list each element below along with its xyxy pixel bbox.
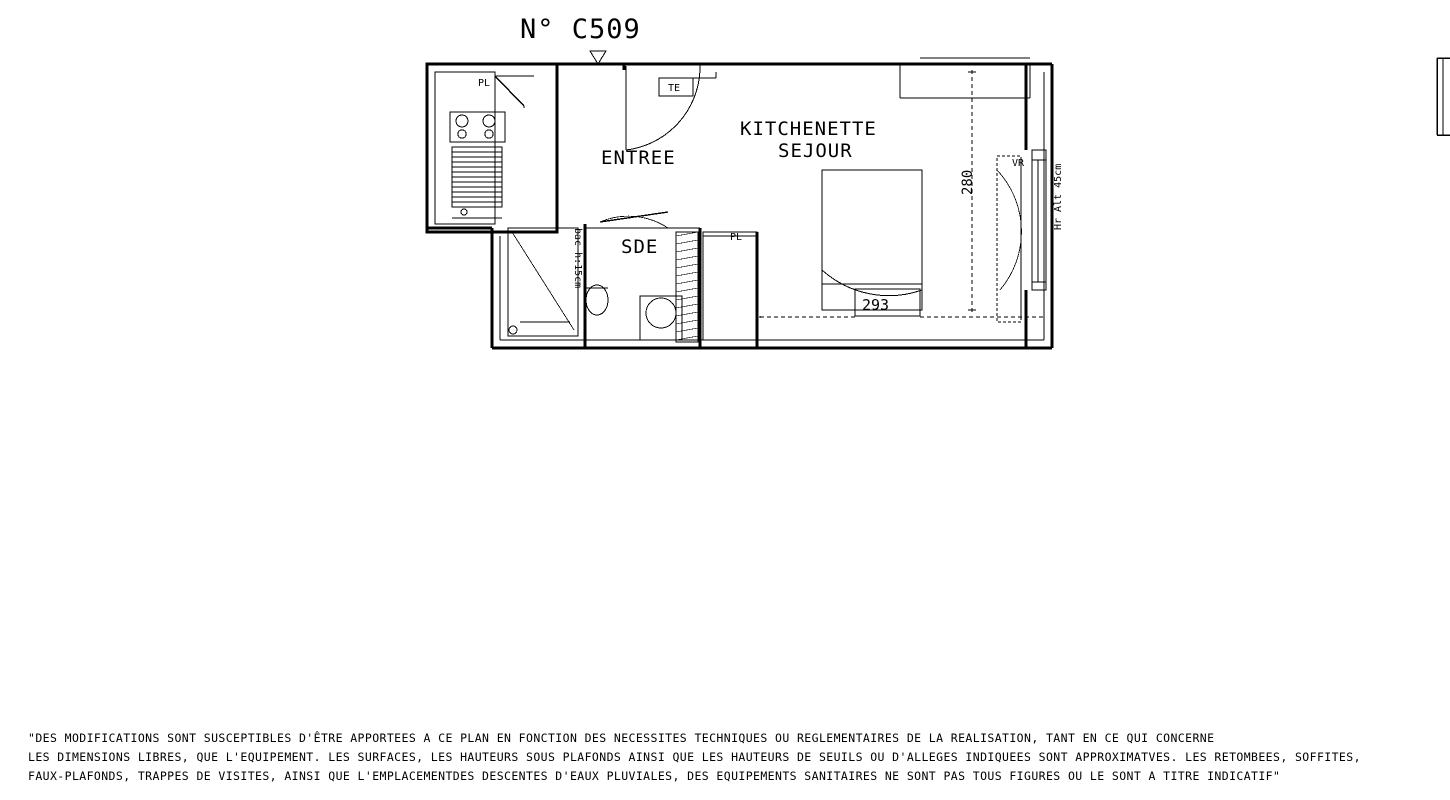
railing-height-annotation: Hr Alt 45cm	[1053, 163, 1064, 230]
shower-tray-annotation: bac h:15cm	[572, 228, 583, 289]
vr-tag: VR	[1012, 158, 1025, 169]
room-label-sejour: SEJOUR	[778, 140, 853, 162]
disclaimer-line-1: "DES MODIFICATIONS SONT SUSCEPTIBLES D'ÊTRE APPORTEES A CE PLAN EN FONCTION DES NECESSITES TECHNIQUES OU REGLEMENTAIRES DE LA REALISATION, TANT EN CE QUI CONCERNE	[28, 731, 1215, 745]
depth-dimension: 280	[960, 169, 976, 195]
closet-tag-entry: PL	[478, 78, 491, 89]
disclaimer-text	[28, 729, 1428, 786]
room-label-kitchenette: KITCHENETTE	[740, 118, 877, 140]
page-title: N° C509	[520, 14, 641, 45]
room-label-entree: ENTREE	[601, 147, 676, 169]
te-tag: TE	[668, 83, 681, 94]
disclaimer-line-3: FAUX-PLAFONDS, TRAPPES DE VISITES, AINSI QUE L'EMPLACEMENTDES DESCENTES D'EAUX PLUVIALES, DES EQUIPEMENTS SANITAIRES NE SONT PAS TOUS FIGURES OU LE SONT A TITRE INDICATIF"	[28, 769, 1281, 783]
width-dimension: 293	[862, 296, 890, 314]
room-label-sde: SDE	[621, 236, 659, 258]
closet-tag-sde: PL	[730, 232, 743, 243]
disclaimer-line-2: LES DIMENSIONS LIBRES, QUE L'EQUIPEMENT. LES SURFACES, LES HAUTEURS SOUS PLAFONDS AINSI QUE LES HAUTEURS DE SEUILS OU D'ALLEGES INDIQUEES SONT APPROXIMATVES. LES RETOMBEES, SOFFITES,	[28, 750, 1361, 764]
